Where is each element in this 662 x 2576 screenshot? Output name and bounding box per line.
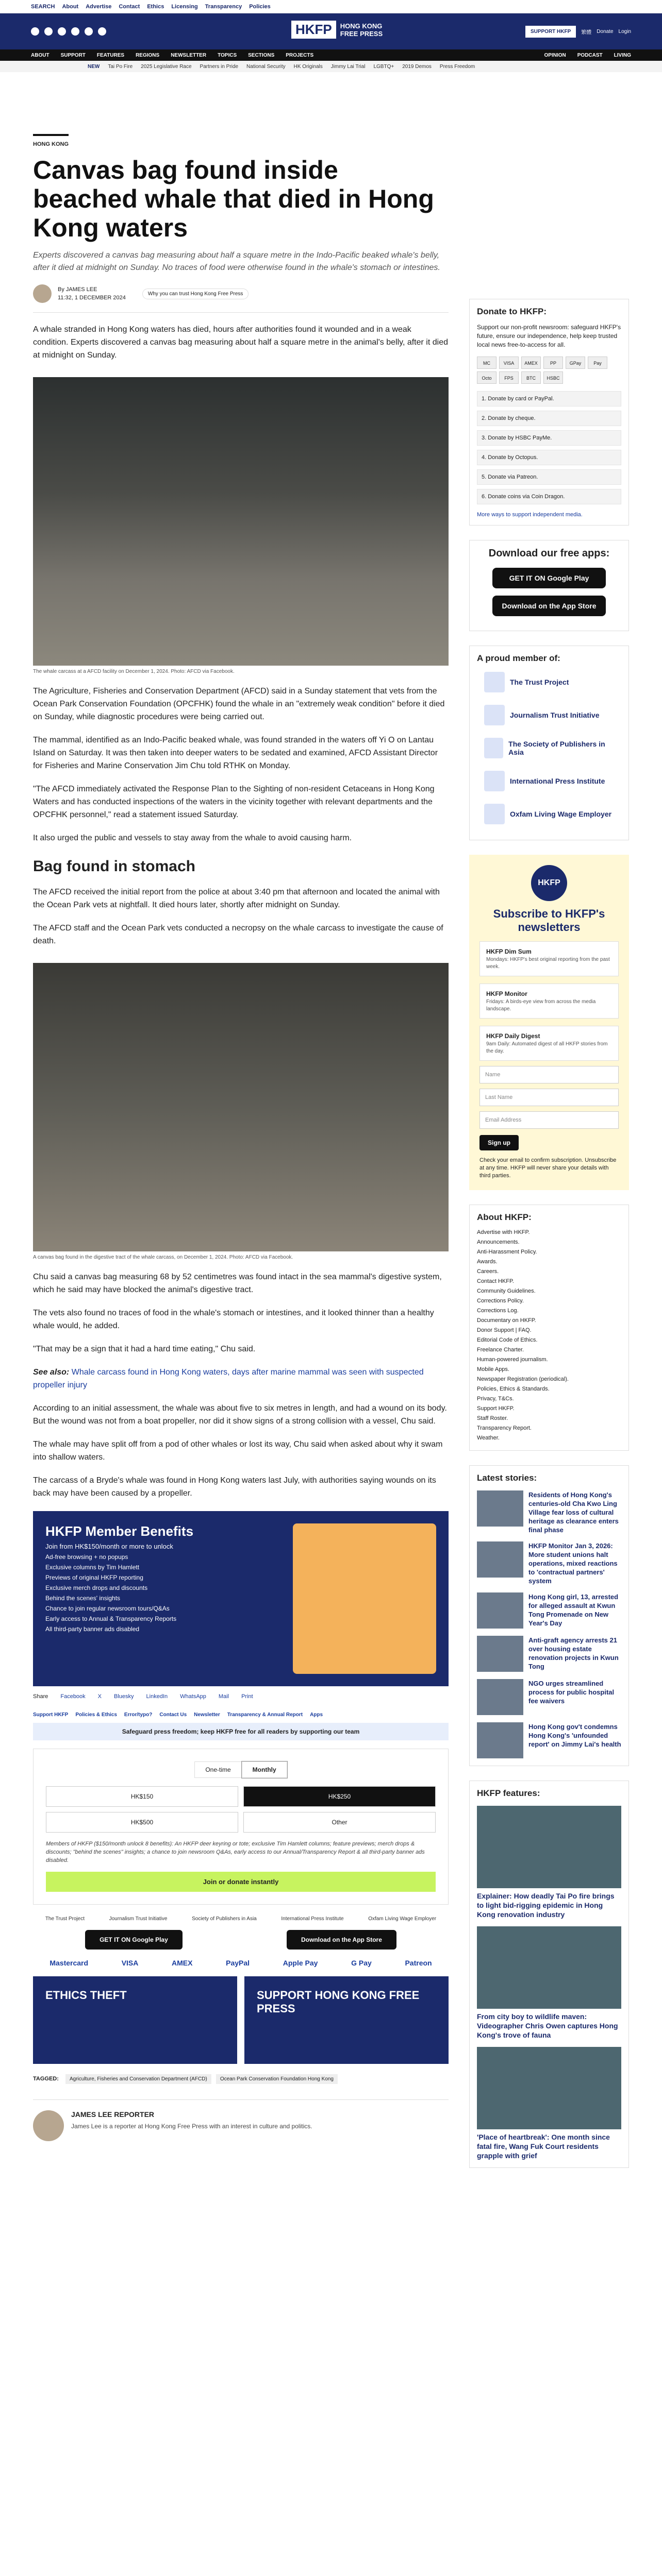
see-also-link[interactable]: Whale carcass found in Hong Kong waters, days after marine mammal was seen with suspected propeller injury <box>33 1368 424 1389</box>
sopa-icon <box>484 738 503 758</box>
instagram-icon[interactable] <box>58 27 66 36</box>
trust-project-badge[interactable] <box>484 671 614 693</box>
more-ways-link[interactable]: More ways to support independent media. <box>477 512 583 518</box>
card-icon[interactable]: Pay <box>588 357 607 369</box>
google-pay-icon: G Pay <box>351 1959 372 1967</box>
feature-item[interactable] <box>477 2047 621 2160</box>
share-linkedin[interactable]: LinkedIn <box>146 1693 168 1700</box>
nav-living[interactable]: LIVING <box>614 52 631 58</box>
story-thumbnail <box>477 1490 523 1527</box>
author-name[interactable]: By JAMES LEE <box>58 286 97 293</box>
apps-link[interactable]: Apps <box>310 1712 323 1718</box>
newsletter-desc: Mondays: HKFP's best original reporting from the past week. <box>486 957 610 970</box>
promo-item: All third-party banner ads disabled <box>45 1625 140 1633</box>
amount-option[interactable]: Other <box>243 1812 436 1833</box>
paragraph: The Agriculture, Fisheries and Conservation Department (AFCD) said in a Sunday statement that vets from the Ocean Park Conservation Foundation (OPCFHK) found the whale in an "extremely weak condition" before it died on Sunday, while diagnostic procedures were being carried out. <box>33 687 445 721</box>
standfirst: Experts discovered a canvas bag measuring about half a square metre in the Indo-Pacific beaked whale's belly, after it died at midnight on Sunday. No traces of food were otherwise found in the whale's stomach or intestines. <box>33 251 440 272</box>
share-label: Share <box>33 1693 48 1700</box>
oxfam-badge[interactable] <box>484 803 614 825</box>
story-title: Residents of Hong Kong's centuries-old Cha Kwo Ling Village fear loss of cultural heritage as clearance enters final phase <box>528 1491 619 1534</box>
story-item[interactable] <box>477 1636 621 1672</box>
error-link[interactable]: Error/typo? <box>124 1712 153 1718</box>
card-icon[interactable]: VISA <box>499 357 519 369</box>
about-link[interactable]: Advertise with HKFP. <box>477 1229 530 1235</box>
main-nav <box>0 49 662 61</box>
donate-widget <box>33 1749 449 1905</box>
share-x[interactable]: X <box>97 1693 102 1700</box>
youtube-icon[interactable] <box>85 27 93 36</box>
feature-image <box>477 1806 621 1888</box>
apps-box <box>469 540 629 631</box>
about-link[interactable]: Freelance Charter. <box>477 1347 524 1353</box>
trust-badges <box>33 1916 449 1922</box>
about-link[interactable]: Awards. <box>477 1259 498 1265</box>
logo-text: HONG KONG FREE PRESS <box>340 22 383 38</box>
feature-title: 'Place of heartbreak': One month since fatal fire, Wang Fuk Court residents grapple with grief <box>477 2133 610 2160</box>
card-icon[interactable]: PP <box>543 357 563 369</box>
signup-button[interactable]: Sign up <box>479 1135 519 1150</box>
threads-icon[interactable] <box>71 27 79 36</box>
about-link[interactable]: Weather. <box>477 1435 500 1441</box>
donate-text: Support our non-profit newsroom: safeguard HKFP's future, ensure our independence, help keep trusted local news free-to-access for all. <box>477 324 621 348</box>
latest-stories <box>469 1465 629 1766</box>
donate-method[interactable]: 5. Donate via Patreon. <box>477 469 621 485</box>
top-utility-bar <box>0 0 662 13</box>
see-also <box>33 1366 449 1392</box>
email-field[interactable]: Email Address <box>479 1111 619 1129</box>
about-link[interactable]: Human-powered journalism. <box>477 1357 548 1363</box>
story-thumbnail <box>477 1722 523 1758</box>
newsletter-name: HKFP Dim Sum <box>486 948 532 955</box>
byline <box>33 284 449 303</box>
whale-carcass-photo <box>33 377 449 666</box>
payment-logos <box>33 1959 449 1967</box>
story-item[interactable] <box>477 1592 621 1629</box>
social-icons <box>31 27 106 36</box>
feature-title: Explainer: How deadly Tai Po fire brings to light bid-rigging epidemic in Hong Kong renovation industry <box>477 1892 615 1919</box>
share-bluesky[interactable]: Bluesky <box>114 1693 134 1700</box>
sopa-badge[interactable]: Society of Publishers in Asia <box>192 1916 257 1922</box>
story-title: Anti-graft agency arrests 21 over housing estate renovation projects in Kwun Tong <box>528 1636 619 1670</box>
payment-cards <box>477 357 621 384</box>
story-thumbnail <box>477 1636 523 1672</box>
photo-caption: The whale carcass at a AFCD facility on December 1, 2024. Photo: AFCD via Facebook. <box>33 669 235 674</box>
support-hkfp-button[interactable]: SUPPORT HKFP <box>525 26 576 38</box>
tags <box>33 2074 449 2084</box>
photo-caption: A canvas bag found in the digestive tract of the whale carcass, on December 1, 2024. Photo: AFCD via Facebook. <box>33 1255 293 1260</box>
paragraph: The AFCD received the initial report from the police at about 3:40 pm that afternoon and located the animal with the Ocean Park vets at nightfall. It died hours later, shortly after midnight on Sunday. <box>33 888 440 909</box>
promo-item: Chance to join regular newsroom tours/Q&As <box>45 1605 170 1612</box>
site-logo[interactable] <box>291 21 397 39</box>
ipi-badge[interactable] <box>484 770 614 792</box>
tag[interactable]: Agriculture, Fisheries and Conservation Department (AFCD) <box>65 2074 211 2084</box>
apps-title: Download our free apps: <box>488 548 610 559</box>
about-link[interactable]: Transparency Report. <box>477 1425 532 1431</box>
logo-mark: HKFP <box>291 21 336 39</box>
story-thumbnail <box>477 1541 523 1578</box>
promo-item: Exclusive columns by Tim Hamlett <box>45 1564 140 1571</box>
story-item[interactable] <box>477 1490 621 1534</box>
card-icon[interactable]: MC <box>477 357 496 369</box>
nav-projects[interactable]: PROJECTS <box>286 52 314 58</box>
card-icon[interactable]: FPS <box>499 371 519 384</box>
donate-method[interactable]: 6. Donate coins via Coin Dragon. <box>477 489 621 504</box>
nav-podcast[interactable]: PODCAST <box>577 52 603 58</box>
jti-badge[interactable] <box>484 704 614 726</box>
share-bar <box>33 1693 449 1700</box>
brand-bar <box>0 13 662 49</box>
frequency-toggle <box>46 1761 436 1778</box>
monthly-tab[interactable]: Monthly <box>242 1761 287 1778</box>
story-item[interactable] <box>477 1679 621 1715</box>
subheading: Bag found in stomach <box>33 858 195 875</box>
newsletter-signup <box>469 855 629 1190</box>
badge-label: International Press Institute <box>510 777 605 785</box>
feature-image <box>477 2047 621 2129</box>
feature-item[interactable] <box>477 1806 621 1919</box>
search-link[interactable]: SEARCH <box>31 3 55 10</box>
app-store-button[interactable]: Download on the App Store <box>492 596 606 616</box>
ipi-icon <box>484 771 505 791</box>
promo-item: Exclusive merch drops and discounts <box>45 1584 148 1591</box>
about-link[interactable]: Anti-Harassment Policy. <box>477 1249 537 1255</box>
donate-box <box>469 299 629 526</box>
badge-label: Oxfam Living Wage Employer <box>510 810 612 818</box>
join-donate-button[interactable]: Join or donate instantly <box>46 1872 436 1892</box>
features-box <box>469 1781 629 2168</box>
oxfam-icon <box>484 804 505 824</box>
about-link[interactable]: Newspaper Registration (periodical). <box>477 1376 569 1382</box>
about-box <box>469 1205 629 1451</box>
paypal-icon: PayPal <box>226 1959 250 1967</box>
badge-label: Journalism Trust Initiative <box>510 711 600 719</box>
nav-regions[interactable]: REGIONS <box>136 52 160 58</box>
ipi-badge[interactable]: International Press Institute <box>281 1916 344 1922</box>
story-title: Hong Kong gov't condemns Hong Kong's 'unfounded report' on Jimmy Lai's health <box>528 1723 621 1748</box>
mascot-illustration <box>293 1523 436 1674</box>
amount-option-selected[interactable]: HK$250 <box>243 1786 436 1807</box>
nav-newsletter[interactable]: NEWSLETTER <box>171 52 207 58</box>
amount-option[interactable]: HK$150 <box>46 1786 238 1807</box>
signup-fineprint: Check your email to confirm subscription. Unsubscribe at any time. HKFP will never share your details with third parties. <box>479 1157 617 1179</box>
store-buttons <box>33 1930 449 1950</box>
canvas-bag-photo <box>33 963 449 1251</box>
article <box>33 134 449 2141</box>
promo-title: HKFP Member Benefits <box>45 1523 194 1539</box>
about-link[interactable]: Documentary on HKFP. <box>477 1317 536 1324</box>
article-body <box>33 323 449 1500</box>
about-link[interactable]: Editorial Code of Ethics. <box>477 1337 538 1343</box>
promo-item: Previews of original HKFP reporting <box>45 1574 143 1581</box>
author-role: REPORTER <box>114 2110 155 2119</box>
member-title: A proud member of: <box>477 653 560 663</box>
promo-item: Early access to Annual & Transparency Reports <box>45 1615 177 1622</box>
newsletter-option[interactable] <box>479 984 619 1019</box>
donate-title: Donate to HKFP: <box>477 307 547 316</box>
paragraph: According to an initial assessment, the whale was about five to six metres in length, and had a wound on its body. But the wound was not from a boat propeller, nor did it show signs of a strong collision with a vessel, Chu said. <box>33 1404 447 1426</box>
author-avatar[interactable] <box>33 2110 64 2141</box>
mastercard-icon: Mastercard <box>49 1959 89 1967</box>
nav-topics[interactable]: TOPICS <box>218 52 237 58</box>
trust-project-icon <box>484 672 505 692</box>
about-title: About HKFP: <box>477 1212 532 1222</box>
patreon-icon: Patreon <box>405 1959 432 1967</box>
newsletter-name: HKFP Daily Digest <box>486 1032 540 1040</box>
paragraph: The carcass of a Bryde's whale was found in Hong Kong waters last July, with authorities saying wounds on its back may have been caused by a propeller. <box>33 1476 436 1498</box>
oxfam-badge[interactable]: Oxfam Living Wage Employer <box>368 1916 437 1922</box>
feature-image <box>477 1926 621 2009</box>
card-icon[interactable]: GPay <box>566 357 585 369</box>
about-link[interactable]: Community Guidelines. <box>477 1288 536 1294</box>
share-facebook[interactable]: Facebook <box>60 1693 86 1700</box>
newsletter-option[interactable] <box>479 941 619 976</box>
subscribe-title: Subscribe to HKFP's newsletters <box>493 907 605 934</box>
top-link-advertise[interactable]: Advertise <box>86 3 112 10</box>
latest-title: Latest stories: <box>477 1473 537 1483</box>
top-link-transparency[interactable]: Transparency <box>205 3 242 10</box>
promo-subtitle: Join from HK$150/month or more to unlock <box>45 1543 173 1550</box>
donate-method[interactable]: 4. Donate by Octopus. <box>477 450 621 465</box>
tag[interactable]: Ocean Park Conservation Foundation Hong Kong <box>216 2074 338 2084</box>
trending-link[interactable]: Jimmy Lai Trial <box>330 63 366 70</box>
story-title: Hong Kong girl, 13, arrested for alleged assault at Kwun Tong Promenade on New Year's Day <box>528 1593 619 1627</box>
x-icon[interactable] <box>44 27 53 36</box>
about-link[interactable]: Announcements. <box>477 1239 520 1245</box>
badge-label: The Trust Project <box>510 678 569 686</box>
about-link[interactable]: Privacy, T&Cs. <box>477 1396 514 1402</box>
feature-item[interactable] <box>477 1926 621 2040</box>
newsletter-option[interactable] <box>479 1026 619 1061</box>
paragraph: Chu said a canvas bag measuring 68 by 52 centimetres was found intact in the sea mammal's digestive system, which he said may have blocked the animal's digestive tract. <box>33 1273 442 1294</box>
nav-sections[interactable]: SECTIONS <box>248 52 275 58</box>
ethics-banner[interactable]: ETHICS THEFT <box>33 1976 237 2064</box>
google-play-button[interactable]: GET IT ON Google Play <box>492 568 606 588</box>
top-link-ethics[interactable]: Ethics <box>147 3 164 10</box>
paragraph: The vets also found no traces of food in the whale's stomach or intestines, and it looked thinner than a healthy whale would, he added. <box>33 1309 434 1330</box>
about-link[interactable]: Mobile Apps. <box>477 1366 509 1372</box>
jti-badge[interactable]: Journalism Trust Initiative <box>109 1916 168 1922</box>
donate-method[interactable]: 2. Donate by cheque. <box>477 411 621 426</box>
see-also-label: See also: <box>33 1368 70 1377</box>
story-thumbnail <box>477 1679 523 1715</box>
safeguard-banner[interactable]: Safeguard press freedom; keep HKFP free for all readers by supporting our team <box>33 1723 449 1740</box>
facebook-icon[interactable] <box>31 27 39 36</box>
apple-pay-icon: Apple Pay <box>283 1959 318 1967</box>
donate-methods <box>477 391 621 504</box>
about-link[interactable]: Donor Support | FAQ. <box>477 1327 532 1333</box>
amount-options <box>46 1786 436 1833</box>
paragraph: "The AFCD immediately activated the Response Plan to the Sighting of non-resident Cetaceans in Hong Kong Waters and has conducted inspections of the waters in the vicinity together with relevant departments and the OPCFHK personnel," read a statement issued Saturday. <box>33 785 435 819</box>
trending-link[interactable]: Tai Po Fire <box>108 63 133 70</box>
donate-link[interactable]: Donate <box>597 28 614 35</box>
top-link-policies[interactable]: Policies <box>249 3 271 10</box>
headline: Canvas bag found inside beached whale that died in Hong Kong waters <box>33 156 434 242</box>
promo-item: Ad-free browsing + no popups <box>45 1553 128 1561</box>
share-mail[interactable]: Mail <box>218 1693 229 1700</box>
nav-features[interactable]: FEATURES <box>96 52 125 58</box>
nav-about[interactable]: ABOUT <box>31 52 49 58</box>
hkfp-logo-circle: HKFP <box>531 865 567 901</box>
newsletter-link[interactable]: Newsletter <box>194 1712 220 1718</box>
policies-link[interactable]: Policies & Ethics <box>75 1712 117 1718</box>
transparency-link[interactable]: Transparency & Annual Report <box>227 1712 303 1718</box>
card-icon[interactable]: Octo <box>477 371 496 384</box>
divider <box>33 312 449 313</box>
new-badge: NEW <box>88 63 100 70</box>
about-link[interactable]: Corrections Policy. <box>477 1298 524 1304</box>
author-name[interactable]: JAMES LEE <box>71 2110 112 2119</box>
feature-title: From city boy to wildlife maven: Videographer Chris Owen captures Hong Kong's trove of fauna <box>477 2012 618 2039</box>
about-link[interactable]: Support HKFP. <box>477 1405 515 1412</box>
author-avatar[interactable] <box>33 284 52 303</box>
last-name-field[interactable]: Last Name <box>479 1089 619 1106</box>
newsletter-desc: Fridays: A birds-eye view from across the media landscape. <box>486 999 596 1012</box>
nav-support[interactable]: SUPPORT <box>60 52 86 58</box>
mail-icon[interactable] <box>98 27 106 36</box>
card-icon[interactable]: HSBC <box>543 371 563 384</box>
top-link-about[interactable]: About <box>62 3 79 10</box>
jti-icon <box>484 705 505 725</box>
about-link[interactable]: Corrections Log. <box>477 1308 519 1314</box>
sopa-badge[interactable] <box>484 737 614 759</box>
story-item[interactable] <box>477 1541 621 1585</box>
trending-link[interactable]: Partners in Pride <box>200 63 239 70</box>
trending-link[interactable]: LGBTQ+ <box>373 63 394 70</box>
contact-link[interactable]: Contact Us <box>159 1712 187 1718</box>
trust-link[interactable]: Why you can trust Hong Kong Free Press <box>142 289 249 299</box>
paragraph: A whale stranded in Hong Kong waters has died, hours after authorities found it wounded and in a weak condition. Experts discovered a canvas bag measuring about half a square metre in the animal's belly, after it died at midnight on Sunday. <box>33 325 448 360</box>
story-thumbnail <box>477 1592 523 1629</box>
author-box <box>33 2099 449 2141</box>
about-link[interactable]: Careers. <box>477 1268 499 1275</box>
amount-option[interactable]: HK$500 <box>46 1812 238 1833</box>
first-name-field[interactable]: Name <box>479 1066 619 1083</box>
google-play-button[interactable]: GET IT ON Google Play <box>85 1930 183 1950</box>
about-link[interactable]: Policies, Ethics & Standards. <box>477 1386 550 1392</box>
publish-date: 11:32, 1 DECEMBER 2024 <box>58 295 126 301</box>
visa-icon: VISA <box>121 1959 139 1967</box>
member-benefits-banner[interactable] <box>33 1511 449 1686</box>
trending-link[interactable]: HK Originals <box>293 63 323 70</box>
paragraph: The mammal, identified as an Indo-Pacific beaked whale, was found stranded in the waters off Yi O on Lantau Island on Saturday. It was then taken into deeper waters to be sedated and examined, AFCD Assistant Director for Fisheries and Marine Conservation Jim Chu told RTHK on Monday. <box>33 736 438 770</box>
support-banner[interactable]: SUPPORT HONG KONG FREE PRESS <box>244 1976 449 2064</box>
support-link[interactable]: Support HKFP <box>33 1712 69 1718</box>
trending-link[interactable]: National Security <box>246 63 286 70</box>
top-link-licensing[interactable]: Licensing <box>171 3 198 10</box>
top-link-contact[interactable]: Contact <box>119 3 140 10</box>
paragraph: The AFCD staff and the Ocean Park vets conducted a necropsy on the whale carcass to investigate the cause of death. <box>33 924 443 945</box>
support-links <box>33 1712 449 1718</box>
paragraph: It also urged the public and vessels to stay away from the whale to avoid causing harm. <box>33 834 352 842</box>
about-link[interactable]: Contact HKFP. <box>477 1278 514 1284</box>
newsletter-name: HKFP Monitor <box>486 990 527 997</box>
paragraph: The whale may have split off from a pod of other whales or lost its way, Chu said when asked about why it swam into shallow waters. <box>33 1440 443 1462</box>
trending-nav <box>0 61 662 72</box>
sidebar <box>469 299 629 2182</box>
section-kicker[interactable]: HONG KONG <box>33 134 69 147</box>
about-link[interactable]: Staff Roster. <box>477 1415 508 1421</box>
story-title: HKFP Monitor Jan 3, 2026: More student unions halt operations, mixed reactions to 'contractual partners' system <box>528 1542 618 1585</box>
donate-method[interactable]: 1. Donate by card or PayPal. <box>477 391 621 406</box>
newsletter-desc: 9am Daily: Automated digest of all HKFP stories from the day. <box>486 1041 608 1054</box>
share-print[interactable]: Print <box>241 1693 253 1700</box>
promo-banners <box>33 1976 449 2064</box>
one-time-tab[interactable]: One-time <box>194 1761 241 1778</box>
membership-box <box>469 646 629 840</box>
author-bio: James Lee is a reporter at Hong Kong Free Press with an interest in culture and politics. <box>71 2123 312 2130</box>
app-store-button[interactable]: Download on the App Store <box>287 1930 396 1950</box>
donate-note: Members of HKFP ($150/month unlock 8 benefits): An HKFP deer keyring or tote; exclusive Tim Hamlett columns; feature previews; merch drops & discounts; "behind the scenes" insights; a chance to join newsroom Q&As, early access to our Annual/Transparency Report & all third-party banner ads disabled. <box>46 1841 425 1863</box>
features-title: HKFP features: <box>477 1788 540 1798</box>
promo-item: Behind the scenes' insights <box>45 1595 121 1602</box>
amex-icon: AMEX <box>172 1959 193 1967</box>
trending-link[interactable]: 2019 Demos <box>402 63 432 70</box>
tagged-label: TAGGED: <box>33 2076 59 2082</box>
donate-method[interactable]: 3. Donate by HSBC PayMe. <box>477 430 621 446</box>
trending-link[interactable]: 2025 Legislative Race <box>141 63 192 70</box>
story-title: NGO urges streamlined process for public hospital fee waivers <box>528 1680 615 1705</box>
trending-link[interactable]: Press Freedom <box>439 63 475 70</box>
card-icon[interactable]: AMEX <box>521 357 541 369</box>
nav-opinion[interactable]: OPINION <box>544 52 566 58</box>
share-whatsapp[interactable]: WhatsApp <box>180 1693 206 1700</box>
paragraph: "That may be a sign that it had a hard time eating," Chu said. <box>33 1345 256 1353</box>
badge-label: The Society of Publishers in Asia <box>508 740 605 756</box>
login-link[interactable]: Login <box>618 28 631 35</box>
card-icon[interactable]: BTC <box>521 371 541 384</box>
trust-project-badge[interactable]: The Trust Project <box>45 1916 85 1922</box>
story-item[interactable] <box>477 1722 621 1758</box>
language-link[interactable]: 繁體 <box>581 29 592 36</box>
